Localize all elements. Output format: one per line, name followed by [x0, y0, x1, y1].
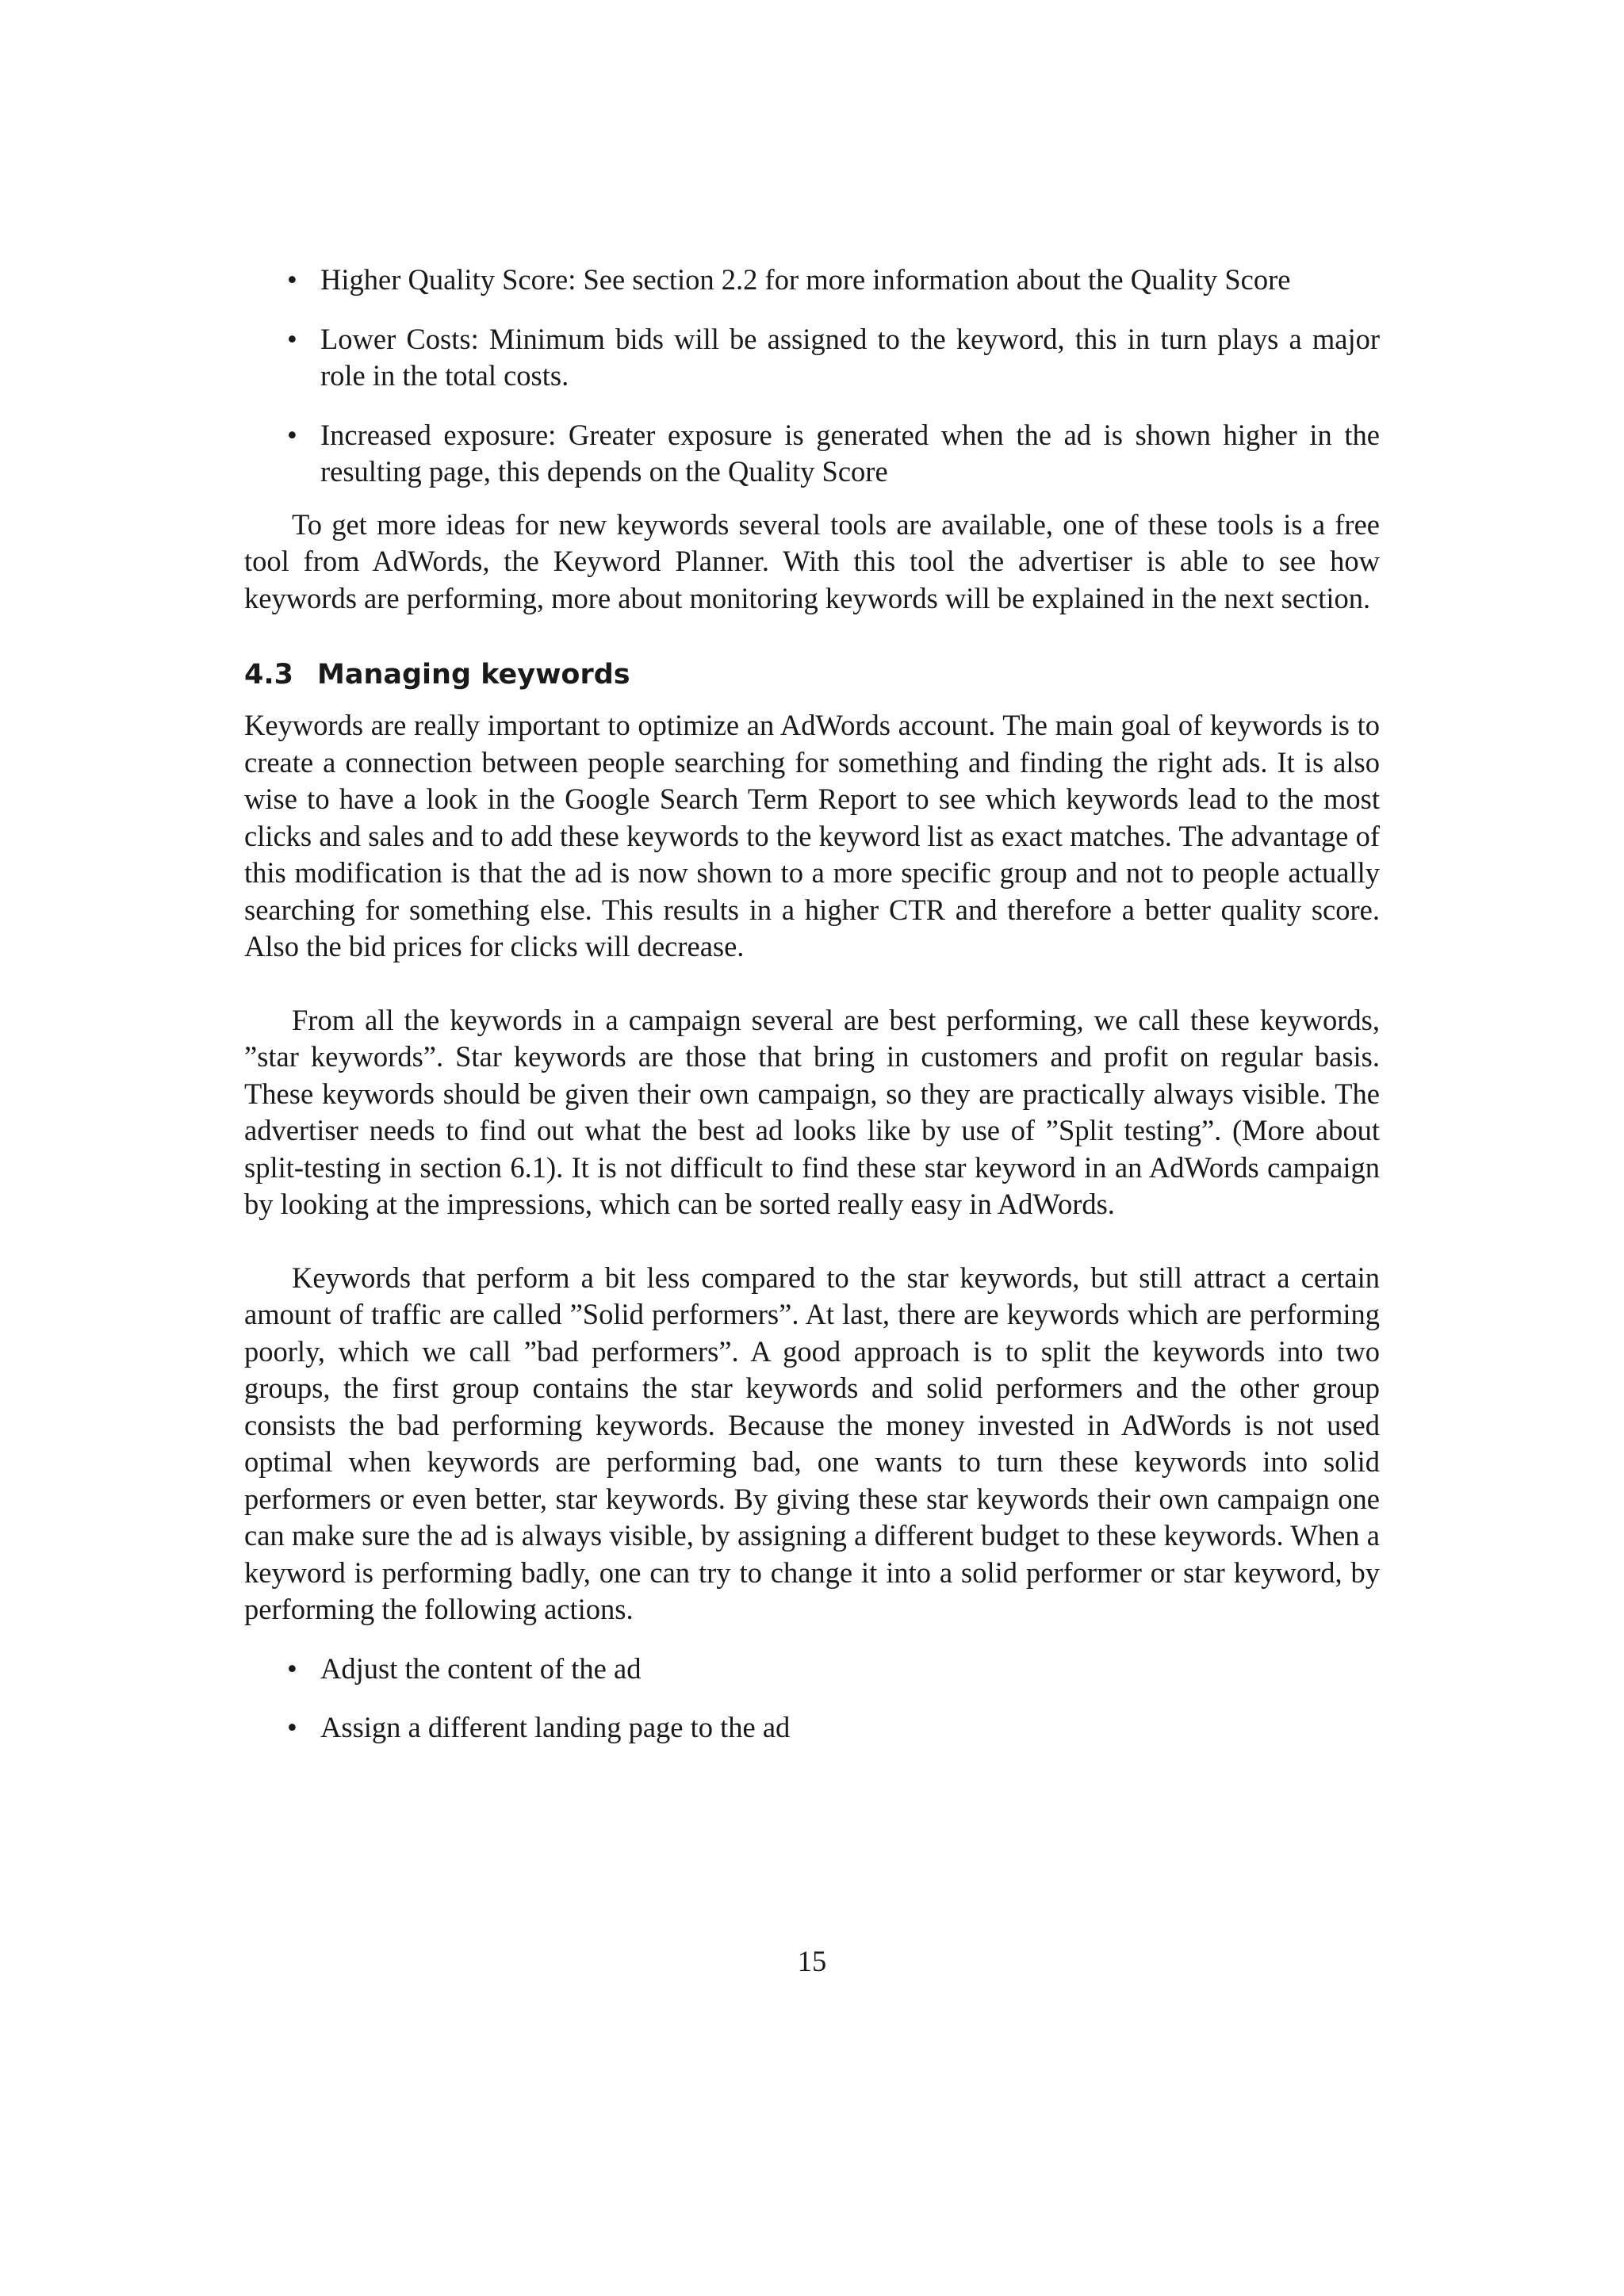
list-item-text: Higher Quality Score: See section 2.2 for more information about the Quality Score [320, 263, 1291, 296]
paragraph: From all the keywords in a campaign several are best performing, we call these keywords, ”star keywords”. Star keywords are those that bring in customers and profit on regular basis. These keywords should be given their own campaign, so they are practically always visible. The advertiser needs to find out what the best ad looks like by use of ”Split testing”. (More about split-testing in section 6.1). It is not difficult to find these star keyword in an AdWords campaign by looking at the impressions, which can be sorted really easy in AdWords. [244, 1003, 1380, 1220]
bullet-icon: • [287, 1651, 297, 1685]
list-item [244, 417, 1380, 491]
list-item-text: Adjust the content of the ad [320, 1651, 642, 1685]
list-item [244, 321, 1380, 395]
section-title: Managing keywords [317, 659, 630, 691]
list-item [244, 1651, 1380, 1688]
bottom-bullet-list [244, 1651, 1380, 1747]
intro-paragraph: To get more ideas for new keywords several tools are available, one of these tools is a free tool from AdWords, the Keyword Planner. With this tool the advertiser is able to see how keywords are performing, more about monitoring keywords will be explained in the next section. [244, 507, 1380, 614]
section-heading [244, 656, 1380, 693]
paragraph: Keywords are really important to optimize an AdWords account. The main goal of keywords is to create a connection between people searching for something and finding the right ads. It is also wise to have a look in the Google Search Term Report to see which keywords lead to the most clicks and sales and to add these keywords to the keyword list as exact matches. The advantage of this modification is that the ad is now shown to a more specific group and not to people actually searching for something else. This results in a higher CTR and therefore a better quality score. Also the bid prices for clicks will decrease. [244, 709, 1380, 962]
list-item [244, 262, 1380, 299]
list-item-text: Assign a different landing page to the ad [320, 1711, 791, 1743]
bullet-icon: • [287, 418, 297, 451]
page-number: 15 [797, 1945, 827, 1977]
bullet-icon: • [287, 1711, 297, 1743]
top-bullet-list [244, 262, 1380, 491]
bullet-icon: • [287, 263, 297, 296]
paragraph: Keywords that perform a bit less compared to the star keywords, but still attract a certain amount of traffic are called ”Solid performers”. At last, there are keywords which are performing poorly, which we call ”bad performers”. A good approach is to split the keywords into two groups, the first group contains the star keywords and solid performers and the other group consists the bad performing keywords. Because the money invested in AdWords is not used optimal when keywords are performing bad, one wants to turn these keywords into solid performers or even better, star keywords. By giving these star keywords their own campaign one can make sure the ad is always visible, by assigning a different budget to these keywords. When a keyword is performing badly, one can try to change it into a solid performer or star keyword, by performing the following actions. [244, 1261, 1380, 1625]
section-number: 4.3 [244, 659, 294, 691]
list-item-text: Increased exposure: Greater exposure is generated when the ad is shown higher in the resulting page, this depends on the Quality Score [320, 418, 1380, 488]
list-item-text: Lower Costs: Minimum bids will be assigned to the keyword, this in turn plays a major role in the total costs. [320, 322, 1380, 392]
page-body [244, 262, 1380, 1747]
bullet-icon: • [287, 322, 297, 355]
list-item [244, 1709, 1380, 1747]
